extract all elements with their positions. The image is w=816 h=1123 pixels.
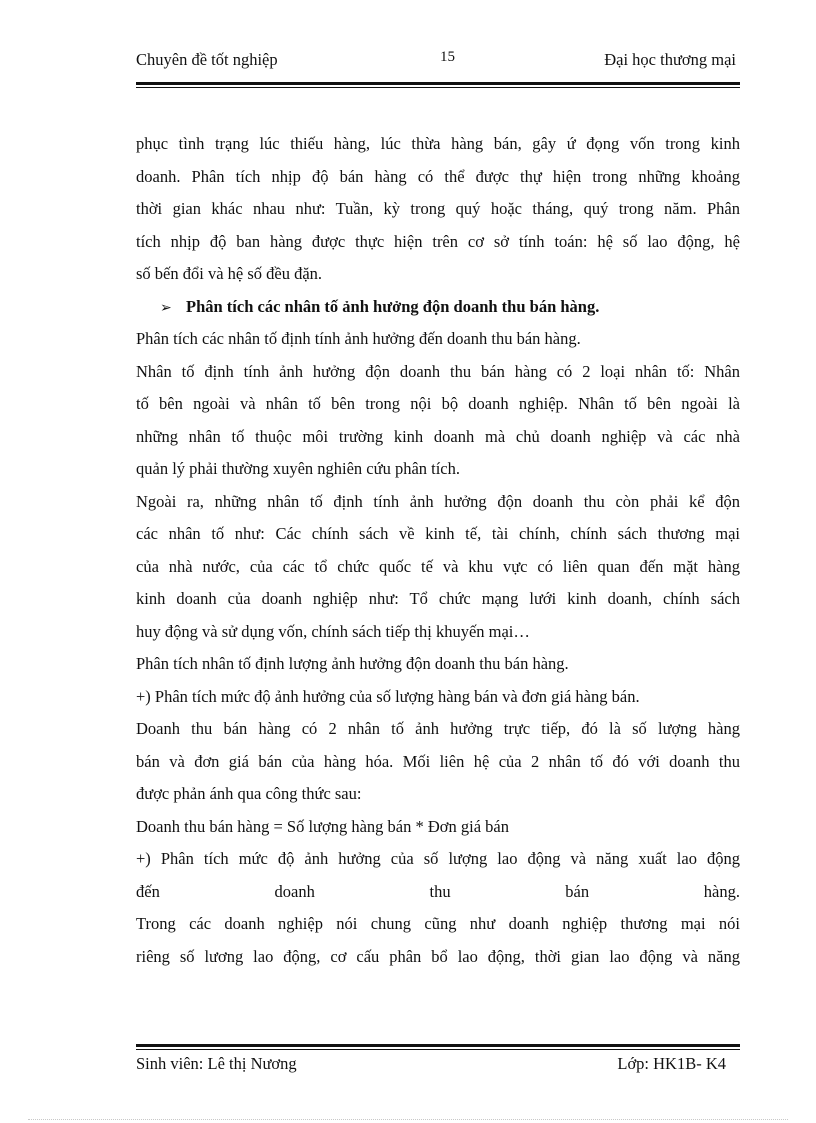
text-line: Phân tích nhân tố định lượng ảnh hưởng độn doanh thu bán hàng.: [136, 654, 569, 673]
header-title: Chuyên đề tốt nghiệp: [136, 50, 278, 69]
text-line: +) Phân tích mức độ ảnh hưởng của số lượng lao động và năng xuất lao động: [136, 849, 740, 868]
formula-line: Doanh thu bán hàng = Số lượng hàng bán * Đơn giá bán: [136, 816, 509, 836]
page-number: 15: [440, 49, 455, 65]
footer-student: Sinh viên: Lê thị Nương: [136, 1054, 297, 1073]
text-line: của nhà nước, của các tổ chức quốc tế và khu vực có liên quan đến mặt hàng: [136, 556, 740, 576]
text-line: phục tình trạng lúc thiếu hàng, lúc thừa hàng bán, gây ứ đọng vốn trong kinh: [136, 134, 740, 153]
text-line: được phản ánh qua công thức sau:: [136, 784, 362, 803]
arrow-bullet-icon: ➢: [160, 299, 172, 316]
text-line: tích nhịp độ ban hàng được thực hiện trên cơ sở tính toán: hệ số lao động, hệ: [136, 231, 740, 251]
section-heading-text: Phân tích các nhân tố ảnh hưởng độn doanh thu bán hàng.: [186, 296, 600, 316]
text-line: doanh. Phân tích nhịp độ bán hàng có thể được thự hiện trong những khoảng: [136, 166, 740, 186]
text-line: Nhân tố định tính ảnh hưởng độn doanh thu bán hàng có 2 loại nhân tố: Nhân: [136, 361, 740, 381]
text-line: đến doanh thu bán hàng.: [136, 881, 740, 901]
header-university: Đại học thương mại: [604, 50, 736, 69]
text-line: huy động và sử dụng vốn, chính sách tiếp thị khuyến mại…: [136, 621, 530, 641]
page-header: [136, 50, 740, 72]
text-line: các nhân tố như: Các chính sách về kinh tế, tài chính, chính sách thương mại: [136, 524, 740, 543]
text-line: Trong các doanh nghiệp nói chung cũng như doanh nghiệp thương mại nói: [136, 914, 740, 933]
text-line: Doanh thu bán hàng có 2 nhân tố ảnh hưởng trực tiếp, đó là số lượng hàng: [136, 719, 740, 738]
text-line: bán và đơn giá bán của hàng hóa. Mối liên hệ của 2 nhân tố đó với doanh thu: [136, 751, 740, 771]
section-bullet-heading: [136, 291, 740, 324]
text-line: Phân tích các nhân tố định tính ảnh hưởng đến doanh thu bán hàng.: [136, 329, 581, 348]
text-line: kinh doanh của doanh nghiệp như: Tổ chức mạng lưới kinh doanh, chính sách: [136, 589, 740, 608]
text-line: +) Phân tích mức độ ảnh hưởng của số lượng hàng bán và đơn giá hàng bán.: [136, 686, 640, 706]
bottom-dotted-border: [28, 1119, 788, 1120]
text-line: quản lý phải thường xuyên nghiên cứu phân tích.: [136, 459, 461, 478]
header-rule: [136, 82, 740, 85]
footer-class: Lớp: HK1B- K4: [617, 1054, 726, 1073]
text-line: Ngoài ra, những nhân tố định tính ảnh hưởng độn doanh thu còn phải kể độn: [136, 491, 740, 511]
text-line: những nhân tố thuộc môi trường kinh doanh mà chủ doanh nghiệp và các nhà: [136, 426, 740, 446]
text-line: riêng số lương lao động, cơ cấu phân bổ lao động, thời gian lao động và năng: [136, 946, 740, 966]
footer-rule: [136, 1044, 740, 1047]
text-line: tố bên ngoài và nhân tố bên trong nội bộ doanh nghiệp. Nhân tố bên ngoài là: [136, 394, 740, 413]
text-line: số bến đổi và hệ số đều đặn.: [136, 264, 323, 283]
text-line: thời gian khác nhau như: Tuần, kỳ trong quý hoặc tháng, quý trong năm. Phân: [136, 199, 740, 218]
body-text: [136, 128, 740, 973]
